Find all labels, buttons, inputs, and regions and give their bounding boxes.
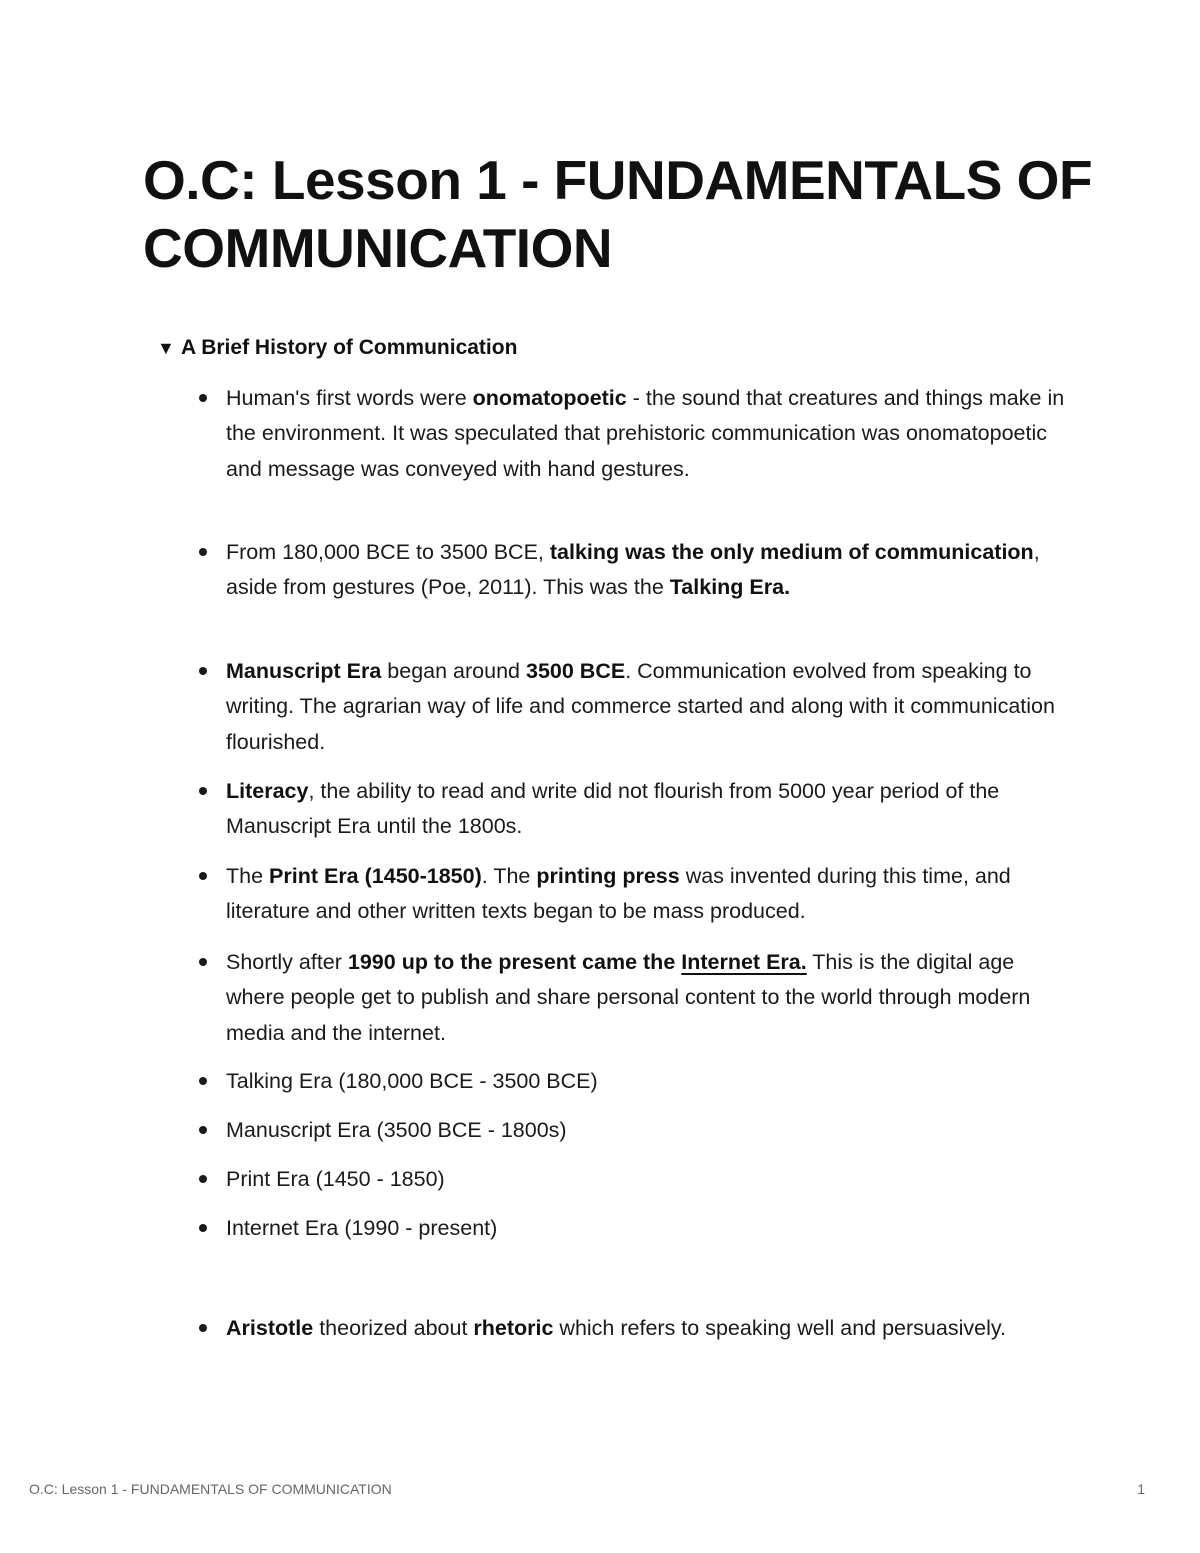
bullet-icon — [199, 787, 207, 795]
list-item — [226, 1211, 1076, 1246]
text-run: Shortly after — [226, 950, 348, 974]
bullet-icon — [199, 1175, 207, 1183]
list-item — [226, 774, 1076, 845]
bold-term: printing press — [536, 864, 680, 888]
list-item — [226, 1064, 1076, 1099]
list-item-text — [226, 1118, 567, 1142]
text-run: . Communication evolved from speaking to writing. The agrarian way of life and commerce started and along with it communication flourished. — [226, 659, 1055, 754]
bold-term: 3500 BCE — [525, 659, 626, 683]
bold-term: Literacy — [226, 779, 309, 803]
list-item — [226, 1311, 1076, 1346]
text-run: . The — [481, 864, 537, 888]
list-item — [226, 381, 1076, 487]
text-run: , aside from gestures (Poe, 2011). This was the — [226, 540, 1040, 600]
list-item-text — [226, 1069, 598, 1093]
page-number: 1 — [1137, 1481, 1145, 1497]
list-item-text — [226, 1216, 497, 1240]
bullet-icon — [199, 1126, 207, 1134]
list-item — [226, 859, 1076, 930]
text-run: began around — [381, 659, 526, 683]
list-item — [226, 535, 1076, 606]
bold-term: rhetoric — [473, 1316, 554, 1340]
list-item-text — [226, 1167, 445, 1191]
text-run: was invented during this time, and literature and other written texts began to be mass produced. — [226, 864, 1011, 924]
text-run: Talking Era (180,000 BCE - 3500 BCE) — [226, 1069, 598, 1093]
list-item-text — [226, 950, 1030, 1045]
list-item-text — [226, 659, 1055, 754]
bullet-icon — [199, 958, 207, 966]
text-run: Human's first words were — [226, 386, 473, 410]
bullet-icon — [199, 667, 207, 675]
bold-term: Aristotle — [226, 1316, 314, 1340]
bullet-icon — [199, 1324, 207, 1332]
list-item-text — [226, 779, 999, 838]
bold-term: onomatopoetic — [472, 386, 627, 410]
bullet-icon — [199, 394, 207, 402]
list-item — [226, 1162, 1076, 1197]
toggle-heading: A Brief History of Communication — [181, 336, 518, 359]
bullet-icon — [199, 548, 207, 556]
list-item-text — [226, 864, 1011, 923]
bullet-icon — [199, 1077, 207, 1085]
bold-term: Print Era (1450-1850) — [269, 864, 482, 888]
toggle-arrow-icon[interactable]: ▼ — [157, 338, 175, 358]
list-item — [226, 1113, 1076, 1148]
footer-title: O.C: Lesson 1 - FUNDAMENTALS OF COMMUNICATION — [29, 1481, 392, 1497]
toggle-block — [157, 333, 1117, 363]
list-item-text — [226, 1316, 1006, 1340]
text-run: The — [226, 864, 270, 888]
text-run: Internet Era (1990 - present) — [226, 1216, 498, 1240]
bold-term: Manuscript Era — [226, 659, 382, 683]
list-item-text — [226, 386, 1064, 481]
text-run: From 180,000 BCE to 3500 BCE, — [226, 540, 550, 564]
list-item-text — [226, 540, 1040, 599]
text-run: , the ability to read and write did not flourish from 5000 year period of the Manuscript Era until the 1800s. — [226, 779, 1000, 839]
text-run: This is the digital age where people get to publish and share personal content to the world through modern media and the internet. — [226, 950, 1031, 1045]
bold-term: Talking Era. — [669, 575, 791, 600]
toggle-header[interactable] — [157, 333, 1117, 363]
bold-term: talking was the only medium of communication — [549, 540, 1034, 564]
text-run: Print Era (1450 - 1850) — [226, 1167, 445, 1191]
page-title: O.C: Lesson 1 - FUNDAMENTALS OF COMMUNICATION — [143, 149, 1093, 279]
bullet-icon — [199, 872, 207, 880]
bold-term: 1990 up to the present came the — [347, 950, 682, 974]
text-run: which refers to speaking well and persuasively. — [553, 1316, 1006, 1340]
internet-era-link[interactable]: Internet Era. — [681, 950, 807, 974]
text-run: theorized about — [313, 1316, 474, 1340]
list-item — [226, 654, 1076, 760]
list-item — [226, 945, 1076, 1051]
text-run: - the sound that creatures and things make in the environment. It was speculated that prehistoric communication was onomatopoetic and message was conveyed with hand gestures. — [226, 386, 1065, 481]
bullet-icon — [199, 1224, 207, 1232]
text-run: Manuscript Era (3500 BCE - 1800s) — [226, 1118, 567, 1142]
